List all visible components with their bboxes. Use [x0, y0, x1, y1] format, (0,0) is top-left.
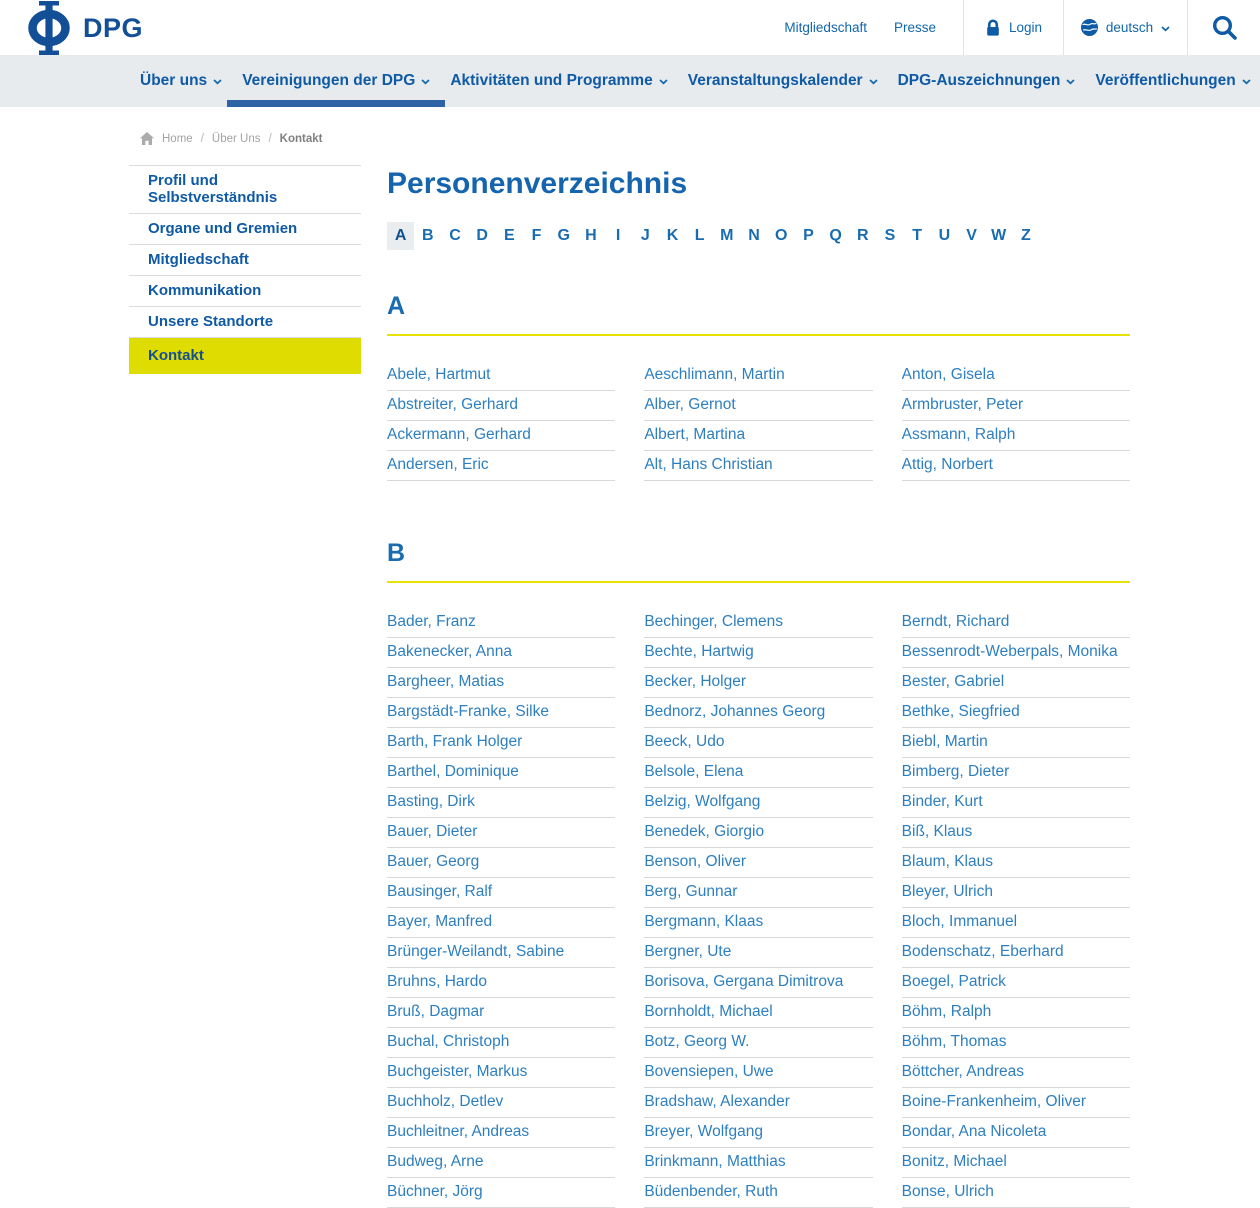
person-link[interactable]: Bester, Gabriel — [902, 668, 1130, 698]
person-link[interactable]: Buchgeister, Markus — [387, 1058, 615, 1088]
alphabet-letter-Q[interactable]: Q — [829, 227, 842, 244]
nav-item-dpg-auszeichnungen[interactable]: DPG-Auszeichnungen — [888, 55, 1086, 107]
header-link-mitgliedschaft[interactable]: Mitgliedschaft — [784, 20, 867, 35]
person-link[interactable]: Beeck, Udo — [644, 728, 872, 758]
person-link[interactable]: Bednorz, Johannes Georg — [644, 698, 872, 728]
section-A — [387, 292, 1130, 481]
alphabet-letter-V[interactable]: V — [966, 227, 977, 244]
person-link[interactable]: Brünger-Weilandt, Sabine — [387, 938, 615, 968]
sidebar-nav — [129, 165, 361, 374]
nav-item--ber-uns[interactable]: Über uns — [140, 55, 232, 107]
person-link[interactable]: Belzig, Wolfgang — [644, 788, 872, 818]
person-link[interactable]: Biebl, Martin — [902, 728, 1130, 758]
nav-item-veranstaltungskalender[interactable]: Veranstaltungskalender — [678, 55, 888, 107]
alphabet-letter-I[interactable]: I — [615, 227, 621, 244]
person-link[interactable]: Aeschlimann, Martin — [644, 361, 872, 391]
sidebar-item-kommunikation[interactable]: Kommunikation — [129, 275, 361, 306]
person-link[interactable]: Bethke, Siegfried — [902, 698, 1130, 728]
person-link[interactable]: Bechinger, Clemens — [644, 608, 872, 638]
alphabet-letter-P[interactable]: P — [803, 227, 814, 244]
person-link[interactable]: Becker, Holger — [644, 668, 872, 698]
names-grid — [387, 361, 1130, 481]
person-link[interactable]: Attig, Norbert — [902, 451, 1130, 481]
language-label: deutsch — [1105, 20, 1154, 35]
person-link[interactable]: Bessenrodt-Weberpals, Monika — [902, 638, 1130, 668]
login-label: Login — [1008, 20, 1043, 35]
phi-logo-icon — [24, 1, 74, 55]
person-link[interactable]: Bovensiepen, Uwe — [644, 1058, 872, 1088]
person-link[interactable]: Böttcher, Andreas — [902, 1058, 1130, 1088]
person-link[interactable]: Botz, Georg W. — [644, 1028, 872, 1058]
main-content — [387, 165, 1130, 1208]
breadcrumb-item[interactable]: Kontakt — [279, 132, 323, 145]
person-link[interactable]: Bechte, Hartwig — [644, 638, 872, 668]
person-link[interactable]: Breyer, Wolfgang — [644, 1118, 872, 1148]
breadcrumb-separator: / — [268, 132, 272, 145]
person-link[interactable]: Bonitz, Michael — [902, 1148, 1130, 1178]
breadcrumb-item[interactable]: Home — [162, 132, 193, 145]
person-link[interactable]: Büchner, Jörg — [387, 1178, 615, 1208]
site-header — [0, 0, 1260, 55]
person-link[interactable]: Bauer, Georg — [387, 848, 615, 878]
person-link[interactable]: Bakenecker, Anna — [387, 638, 615, 668]
content — [129, 165, 1260, 1208]
breadcrumb — [140, 132, 1260, 145]
alphabet-letter-S[interactable]: S — [884, 227, 896, 244]
person-link[interactable]: Bayer, Manfred — [387, 908, 615, 938]
alphabet-letter-L[interactable]: L — [694, 227, 705, 244]
logo-text: DPG — [83, 12, 144, 43]
section-rule — [387, 334, 1130, 336]
person-link[interactable]: Armbruster, Peter — [902, 391, 1130, 421]
alphabet-letter-M[interactable]: M — [720, 227, 734, 244]
person-link[interactable]: Barth, Frank Holger — [387, 728, 615, 758]
section-letter-heading: B — [387, 539, 406, 567]
alphabet-letter-C[interactable]: C — [449, 227, 461, 244]
nav-item-vereinigungen-der-dpg[interactable]: Vereinigungen der DPG — [232, 55, 440, 107]
person-link[interactable]: Buchleitner, Andreas — [387, 1118, 615, 1148]
header-link-presse[interactable]: Presse — [893, 20, 936, 35]
person-link[interactable]: Bergner, Ute — [644, 938, 872, 968]
person-link[interactable]: Abele, Hartmut — [387, 361, 615, 391]
alphabet-letter-G[interactable]: G — [557, 227, 570, 244]
chevron-down-icon — [1066, 79, 1075, 85]
section-B — [387, 539, 1130, 1208]
person-link[interactable]: Buchholz, Detlev — [387, 1088, 615, 1118]
sidebar-item-profil-und-selbstverst-ndnis[interactable]: Profil und Selbstverständnis — [129, 165, 361, 213]
person-link[interactable]: Albert, Martina — [644, 421, 872, 451]
person-link[interactable]: Bergmann, Klaas — [644, 908, 872, 938]
alphabet-letter-A[interactable]: A — [387, 222, 414, 250]
chevron-down-icon — [1161, 26, 1170, 32]
person-link[interactable]: Böhm, Ralph — [902, 998, 1130, 1028]
alphabet-letter-H[interactable]: H — [585, 227, 597, 244]
person-link[interactable]: Ackermann, Gerhard — [387, 421, 615, 451]
breadcrumb-item[interactable]: Über Uns — [211, 132, 261, 145]
dpg-logo[interactable] — [24, 1, 143, 55]
section-letter-heading: A — [387, 292, 406, 320]
person-link[interactable]: Bleyer, Ulrich — [902, 878, 1130, 908]
language-selector[interactable] — [1063, 0, 1187, 55]
person-link[interactable]: Berndt, Richard — [902, 608, 1130, 638]
person-link[interactable]: Bargheer, Matias — [387, 668, 615, 698]
alphabet-letter-F[interactable]: F — [531, 227, 542, 244]
person-link[interactable]: Benson, Oliver — [644, 848, 872, 878]
person-link[interactable]: Blaum, Klaus — [902, 848, 1130, 878]
person-link[interactable]: Abstreiter, Gerhard — [387, 391, 615, 421]
alphabet-letter-U[interactable]: U — [938, 227, 951, 244]
person-link[interactable]: Boine-Frankenheim, Oliver — [902, 1088, 1130, 1118]
login-button[interactable] — [963, 0, 1063, 55]
nav-item-aktivit-ten-und-programme[interactable]: Aktivitäten und Programme — [440, 55, 677, 107]
person-link[interactable]: Böhm, Thomas — [902, 1028, 1130, 1058]
breadcrumb-items — [162, 133, 322, 145]
breadcrumb-separator: / — [200, 132, 204, 145]
header-right — [784, 0, 1260, 55]
person-link[interactable]: Bloch, Immanuel — [902, 908, 1130, 938]
person-link[interactable]: Bonse, Ulrich — [902, 1178, 1130, 1208]
header-links — [784, 0, 963, 55]
person-link[interactable]: Büdenbender, Ruth — [644, 1178, 872, 1208]
page-title: Personenverzeichnis — [387, 167, 688, 200]
alphabet-letter-B[interactable]: B — [422, 227, 434, 244]
alphabet-letter-K[interactable]: K — [666, 227, 679, 244]
alphabet-letter-D[interactable]: D — [476, 227, 488, 244]
chevron-down-icon — [1242, 79, 1251, 85]
alphabet-letter-W[interactable]: W — [991, 227, 1007, 244]
globe-icon — [1081, 19, 1098, 36]
sidebar-item-unsere-standorte[interactable]: Unsere Standorte — [129, 306, 361, 337]
person-link[interactable]: Bondar, Ana Nicoleta — [902, 1118, 1130, 1148]
person-link[interactable]: Bausinger, Ralf — [387, 878, 615, 908]
person-link[interactable]: Bodenschatz, Eberhard — [902, 938, 1130, 968]
person-link[interactable]: Bradshaw, Alexander — [644, 1088, 872, 1118]
person-link[interactable]: Binder, Kurt — [902, 788, 1130, 818]
person-link[interactable]: Barthel, Dominique — [387, 758, 615, 788]
person-link[interactable]: Anton, Gisela — [902, 361, 1130, 391]
person-link[interactable]: Boegel, Patrick — [902, 968, 1130, 998]
person-link[interactable]: Bruß, Dagmar — [387, 998, 615, 1028]
sidebar-item-mitgliedschaft[interactable]: Mitgliedschaft — [129, 244, 361, 275]
person-link[interactable]: Bauer, Dieter — [387, 818, 615, 848]
alphabet-letter-N[interactable]: N — [748, 227, 760, 244]
person-link[interactable]: Basting, Dirk — [387, 788, 615, 818]
person-link[interactable]: Brinkmann, Matthias — [644, 1148, 872, 1178]
section-rule — [387, 581, 1130, 583]
person-link[interactable]: Bruhns, Hardo — [387, 968, 615, 998]
search-button[interactable] — [1187, 0, 1260, 55]
person-link[interactable]: Berg, Gunnar — [644, 878, 872, 908]
person-link[interactable]: Bornholdt, Michael — [644, 998, 872, 1028]
chevron-down-icon — [869, 79, 878, 85]
alphabet-letter-R[interactable]: R — [857, 227, 869, 244]
person-link[interactable]: Bimberg, Dieter — [902, 758, 1130, 788]
alphabet-nav — [387, 222, 1130, 250]
main-nav — [0, 55, 1260, 107]
sidebar-item-kontakt[interactable]: Kontakt — [129, 337, 361, 374]
person-link[interactable]: Alt, Hans Christian — [644, 451, 872, 481]
alphabet-letter-O[interactable]: O — [774, 227, 788, 244]
nav-item-ver-ffentlichungen[interactable]: Veröffentlichungen — [1085, 55, 1260, 107]
alphabet-letter-J[interactable]: J — [640, 227, 650, 244]
person-link[interactable]: Alber, Gernot — [644, 391, 872, 421]
chevron-down-icon — [659, 79, 668, 85]
names-grid — [387, 608, 1130, 1208]
lock-icon — [985, 19, 1001, 37]
person-link[interactable]: Bader, Franz — [387, 608, 615, 638]
chevron-down-icon — [421, 79, 430, 85]
chevron-down-icon — [213, 79, 222, 85]
person-link[interactable]: Belsole, Elena — [644, 758, 872, 788]
person-link[interactable]: Buchal, Christoph — [387, 1028, 615, 1058]
person-link[interactable]: Andersen, Eric — [387, 451, 615, 481]
person-link[interactable]: Assmann, Ralph — [902, 421, 1130, 451]
directory-sections — [387, 292, 1130, 1208]
sidebar-item-organe-und-gremien[interactable]: Organe und Gremien — [129, 213, 361, 244]
person-link[interactable]: Borisova, Gergana Dimitrova — [644, 968, 872, 998]
search-icon — [1211, 14, 1238, 41]
person-link[interactable]: Bargstädt-Franke, Silke — [387, 698, 615, 728]
home-icon[interactable] — [140, 132, 154, 145]
person-link[interactable]: Benedek, Giorgio — [644, 818, 872, 848]
alphabet-letter-E[interactable]: E — [504, 227, 515, 244]
person-link[interactable]: Budweg, Arne — [387, 1148, 615, 1178]
person-link[interactable]: Biß, Klaus — [902, 818, 1130, 848]
alphabet-letter-Z[interactable]: Z — [1021, 227, 1031, 244]
alphabet-letter-T[interactable]: T — [912, 227, 923, 244]
